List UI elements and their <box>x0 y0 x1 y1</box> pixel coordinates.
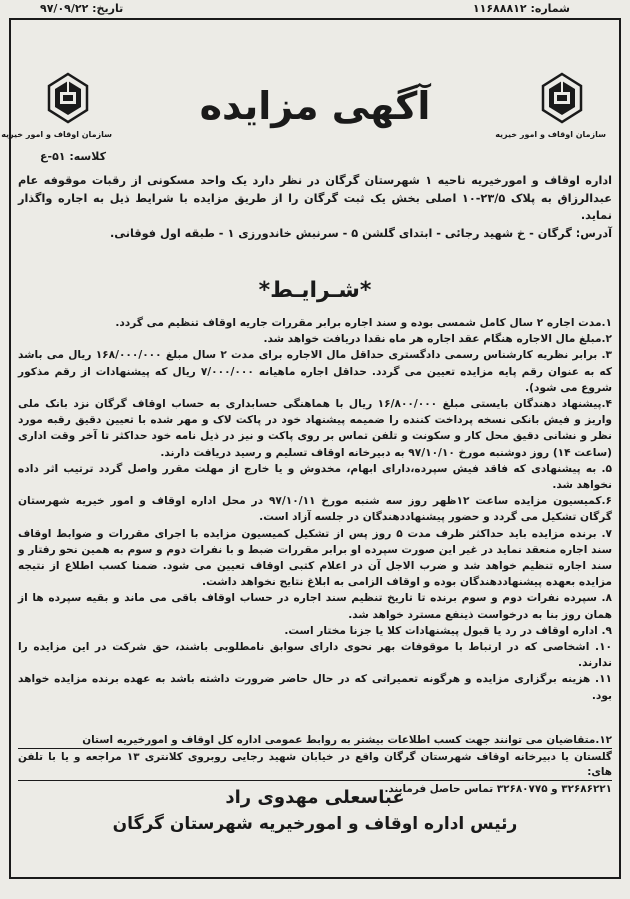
contact-line-1: ۱۲.متقاضیان می توانند جهت کسب اطلاعات بیشتر به روابط عمومی اداره کل اوقاف و امورخیریه استان <box>18 733 612 749</box>
condition-item: ۵. به پیشنهادی که فاقد فیش سپرده،دارای ابهام، مخدوش و یا خارج از مهلت مقرر واصل گردد ترتیب اثر داده نخواهد شد. <box>18 462 612 492</box>
condition-item: ۹. اداره اوقاف در رد یا قبول پیشنهادات کلا یا جزنا مختار است. <box>284 624 612 637</box>
condition-item: ۴.پیشنهاد دهندگان بایستی مبلغ ۱۶/۸۰۰/۰۰۰ ریال با هماهنگی حسابداری به حساب اوقاف گرگان نزد بانک ملی واریز و فیش بانکی نسخه پرداخت کننده را ضمیمه پیشنهاد خود در پاکت لاک و مهر شده با تعیین دقیق رقبه مورد نظر و نشانی دقیق محل کار و سکونت و تلفن تماس بر روی پاکت و نیز در ذیل نامه خود حداکثر تا آخر وقت اداری (ساعت ۱۴) روز دوشنبه مورخ ۹۷/۱۰/۱۰ به دبیرخانه اوقاف تسلیم و رسید دریافت دارند. <box>18 398 613 459</box>
signer-name: عباسعلی مهدوی راد <box>225 787 405 808</box>
contact-line-3: ۳۲۶۸۶۲۲۱ و ۳۲۶۸۰۷۷۵ تماس حاصل فرمایند. <box>384 783 612 795</box>
conditions-list <box>18 315 612 704</box>
condition-item: ۱۰. اشخاصی که در ارتباط با موقوفات بهر نحوی دارای سوابق نامطلوبی باشند، حق شرکت در این مزایده را ندارند. <box>18 641 612 670</box>
condition-item: ۱۱. هزینه برگزاری مزایده و هرگونه تعمیراتی که در حال حاضر ضرورت داشته باشد به عهده برنده مزایده خواهد بود. <box>18 673 612 702</box>
header-line <box>40 2 570 16</box>
condition-item: ۶.کمیسیون مزایده ساعت ۱۲ظهر روز سه شنبه مورخ ۹۷/۱۰/۱۱ در محل اداره اوقاف و امور خیریه شهرستان گرگان تشکیل می گردد و حضور پیشنهاددهندگان در جلسه آزاد است. <box>18 495 612 524</box>
condition-item: ۷. برنده مزایده باید حداکثر ظرف مدت ۵ روز پس از تشکیل کمیسیون مزایده با اجرای مقررات و ضوابط اوقاف سند اجاره منعقد نماید در غیر این صورت سپرده او برابر مقررات ضبط و با نفرات دوم و سوم به همین نحو رفتار و سند اجاره تنظیم خواهد شد و ضرب الاجل آن در اعلام کتبی اوقاف تعیین می شود. ضمنا کسب اطلاع از نتیجه مزایده بعهده پیشنهاددهندگان بوده و اوقاف الزامی به ابلاغ نتایج نخواهد داشت. <box>18 527 612 589</box>
document-date: تاریخ: ۹۷/۰۹/۲۲ <box>40 2 124 15</box>
address-line: آدرس: گرگان - خ شهید رجائی - ابتدای گلشن ۵ - سرنبش خاندورزی ۱ - طبقه اول فوقانی. <box>110 226 612 240</box>
document-number: شماره: ۱۱۶۸۸۸۱۲ <box>472 2 570 15</box>
contact-line-2: گلستان یا دبیرخانه اوقاف شهرستان گرگان واقع در خیابان شهید رجایی روبروی کلانتری ۱۳ مراجعه و یا با تلفن های: <box>18 750 612 781</box>
page-title: آگهی مزایده <box>199 84 431 128</box>
signer-title: رئیس اداره اوقاف و امورخیریه شهرستان گرگان <box>112 814 518 834</box>
logo-caption: سازمان اوقاف و امور خیریه <box>1 130 112 139</box>
conditions-heading: *شـرایـط* <box>258 278 372 303</box>
condition-item: ۲.مبلغ مال الاجاره هنگام عقد اجاره هر ماه نقدا دریافت خواهد شد. <box>263 333 612 346</box>
intro-paragraph: اداره اوقاف و امورخیریه ناحیه ۱ شهرستان گرگان در نظر دارد یک واحد مسکونی از رقبات موقوفه عام عبدالرزاق به پلاک ۲۳/۵-۱۰ اصلی بخش یک ثبت گرگان را از طریق مزایده با شرایط ذیل به اجاره واگذار نماید. <box>18 174 612 222</box>
logo-caption: سازمان اوقاف و امور خیریه <box>495 130 606 139</box>
condition-item: ۳. برابر نظریه کارشناس رسمی دادگستری حداقل مال الاجاره برای مدت ۲ سال مبلغ ۱۶۸/۰۰۰/۰۰۰ ریال می باشد که به عنوان رقم پایه مزایده تعیین می گردد. حداقل اجاره ماهیانه ۷/۰۰۰/۰۰۰ ریال که پیشنهادات از رقم مذکور شروع می شود). <box>18 349 612 394</box>
signature-block <box>0 785 630 837</box>
condition-item: ۸. سپرده نفرات دوم و سوم برنده تا تاریخ تنظیم سند اجاره در حساب اوقاف باقی می ماند و بقیه سپرده ها از همان روز بنا به درخواست ذینفع مسترد خواهد شد. <box>18 592 612 621</box>
intro-section <box>18 172 612 242</box>
class-number: کلاسه: ۵۱-ع <box>40 150 106 163</box>
condition-item: ۱.مدت اجاره ۲ سال کامل شمسی بوده و سند اجاره برابر مقررات جاریه اوقاف تنظیم می گردد. <box>115 317 612 329</box>
